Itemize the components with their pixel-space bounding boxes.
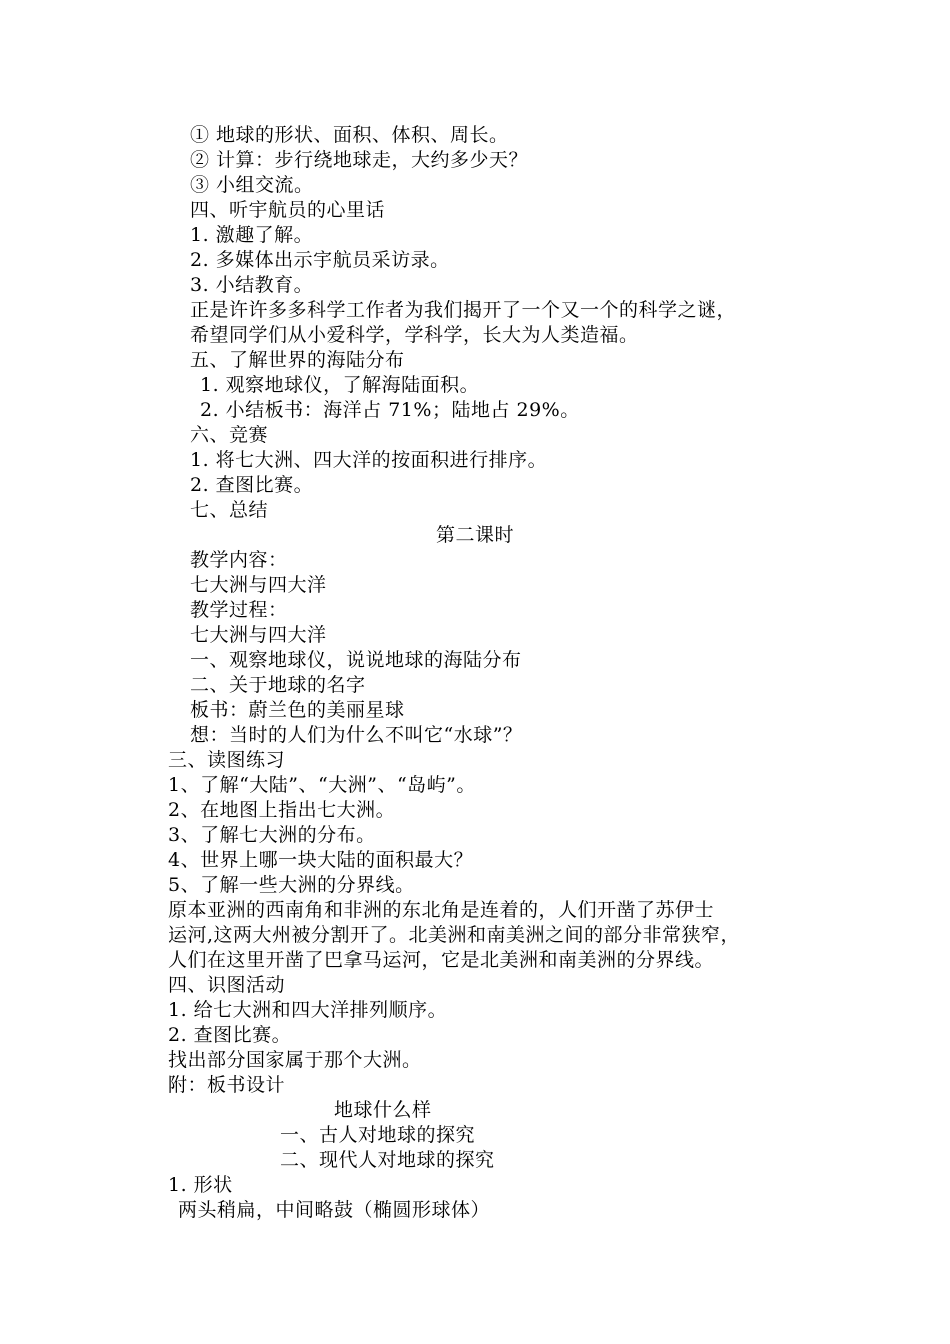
section-heading: 一、观察地球仪，说说地球的海陆分布: [190, 649, 522, 671]
text-line: 附：板书设计: [168, 1074, 286, 1096]
text-line: 3. 小结教育。: [190, 274, 314, 296]
text-line: 1. 形状: [168, 1174, 233, 1196]
section-heading: 三、读图练习: [168, 749, 286, 771]
paragraph-line: 希望同学们从小爱科学，学科学，长大为人类造福。: [190, 324, 639, 346]
text-line: 2、在地图上指出七大洲。: [168, 799, 396, 821]
text-line: 3、了解七大洲的分布。: [168, 824, 376, 846]
text-line: 5、了解一些大洲的分界线。: [168, 874, 415, 896]
board-heading: 一、古人对地球的探究: [280, 1124, 476, 1146]
text-line: 想：当时的人们为什么不叫它“水球”？: [190, 724, 523, 746]
text-line: ① 地球的形状、面积、体积、周长。: [190, 124, 509, 146]
text-line: 七大洲与四大洋: [190, 624, 327, 646]
text-line: 4、世界上哪一块大陆的面积最大？: [168, 849, 474, 871]
text-line: 1. 激趣了解。: [190, 224, 314, 246]
text-line: 两头稍扁，中间略鼓（椭圆形球体）: [178, 1199, 491, 1221]
text-line: 2. 查图比赛。: [190, 474, 314, 496]
section-heading: 六、竞赛: [190, 424, 269, 446]
section-heading: 四、听宇航员的心里话: [190, 199, 386, 221]
section-heading: 二、关于地球的名字: [190, 674, 366, 696]
board-title: 地球什么样: [334, 1099, 432, 1121]
text-line: 教学内容：: [190, 549, 288, 571]
text-line: 2. 查图比赛。: [168, 1024, 292, 1046]
board-heading: 二、现代人对地球的探究: [280, 1149, 495, 1171]
text-line: ② 计算：步行绕地球走，大约多少天？: [190, 149, 529, 171]
text-line: 教学过程：: [190, 599, 288, 621]
paragraph-line: 正是许许多多科学工作者为我们揭开了一个又一个的科学之谜，: [190, 299, 737, 321]
paragraph-line: 原本亚洲的西南角和非洲的东北角是连着的，人们开凿了苏伊士: [168, 899, 715, 921]
text-line: 2. 小结板书：海洋占 71%；陆地占 29%。: [200, 399, 580, 421]
section-heading: 四、识图活动: [168, 974, 286, 996]
paragraph-line: 人们在这里开凿了巴拿马运河，它是北美洲和南美洲的分界线。: [168, 949, 715, 971]
text-line: 板书：蔚兰色的美丽星球: [190, 699, 405, 721]
text-line: 1. 给七大洲和四大洋排列顺序。: [168, 999, 448, 1021]
text-line: ③ 小组交流。: [190, 174, 314, 196]
text-line: 七大洲与四大洋: [190, 574, 327, 596]
text-line: 找出部分国家属于那个大洲。: [168, 1049, 422, 1071]
text-line: 2. 多媒体出示宇航员采访录。: [190, 249, 450, 271]
section-heading: 五、了解世界的海陆分布: [190, 349, 405, 371]
text-line: 1、了解“大陆”、“大洲”、“岛屿”。: [168, 774, 476, 796]
text-line: 1. 观察地球仪，了解海陆面积。: [200, 374, 480, 396]
lesson-title: 第二课时: [435, 524, 514, 546]
text-line: 1. 将七大洲、四大洋的按面积进行排序。: [190, 449, 548, 471]
section-heading: 七、总结: [190, 499, 269, 521]
paragraph-line: 运河,这两大州被分割开了。北美洲和南美洲之间的部分非常狭窄，: [168, 924, 741, 946]
